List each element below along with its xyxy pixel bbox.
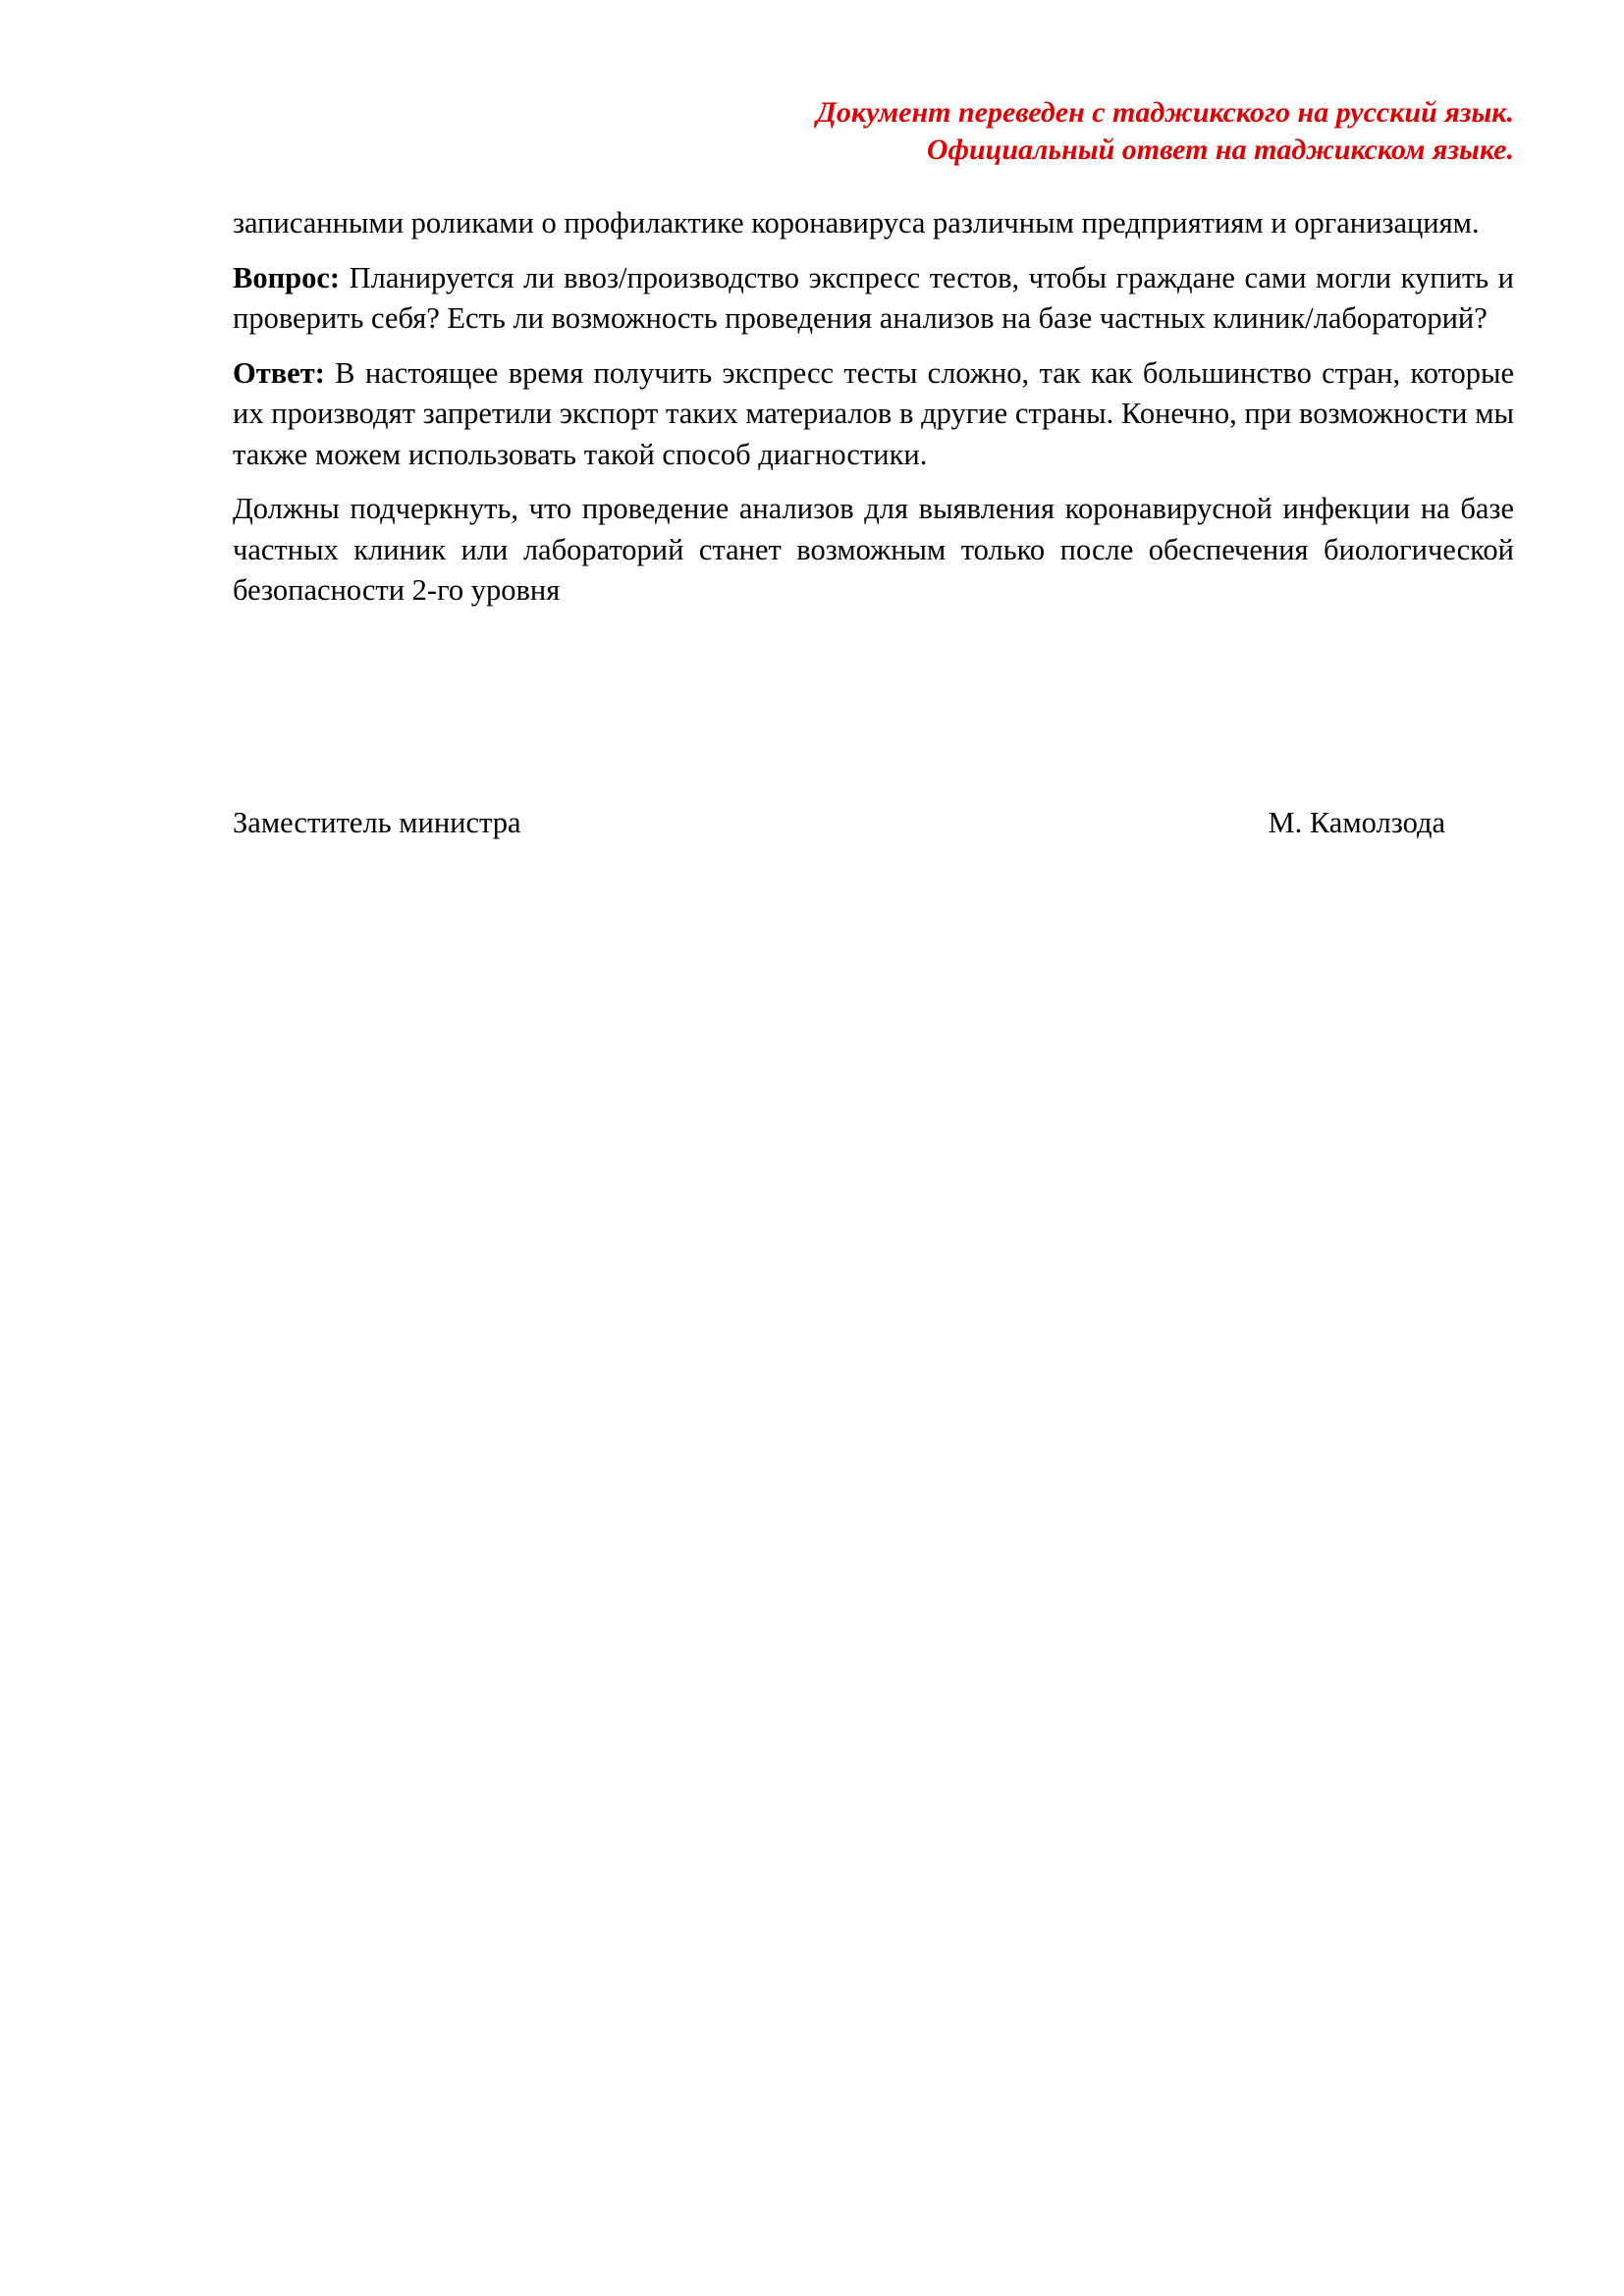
answer-paragraph	[233, 353, 1514, 476]
emphasis-paragraph	[233, 489, 1514, 612]
signatory-name: М. Камолзода	[1268, 806, 1445, 839]
signatory-position: Заместитель министра	[233, 806, 521, 839]
question-label: Вопрос:	[233, 260, 341, 294]
paragraph-text: записанными роликами о профилактике коронавируса различным предприятиям и организациям.	[233, 206, 1480, 240]
answer-text: В настоящее время получить экспресс тесты сложно, так как большинство стран, которые их производят запретили экспорт таких материалов в другие страны. Конечно, при возможности мы также можем использовать такой способ диагностики.	[233, 355, 1514, 471]
translation-notice-line-2: Официальный ответ на таджикском языке.	[926, 133, 1514, 166]
paragraph-continuation	[233, 203, 1514, 244]
translation-notice	[816, 94, 1514, 169]
question-text: Планируется ли ввоз/производство экспресс тестов, чтобы граждане сами могли купить и проверить себя? Есть ли возможность проведения анализов на базе частных клиник/лабораторий?	[233, 260, 1514, 335]
translation-notice-line-1: Документ переведен с таджикского на русский язык.	[816, 96, 1514, 129]
answer-label: Ответ:	[233, 355, 325, 390]
document-body	[233, 203, 1514, 625]
paragraph-text: Должны подчеркнуть, что проведение анализов для выявления коронавирусной инфекции на базе частных клиник или лабораторий станет возможным только после обеспечения биологической безопасности 2-го уровня	[233, 492, 1514, 607]
signature-block	[233, 803, 1445, 842]
question-paragraph	[233, 258, 1514, 340]
